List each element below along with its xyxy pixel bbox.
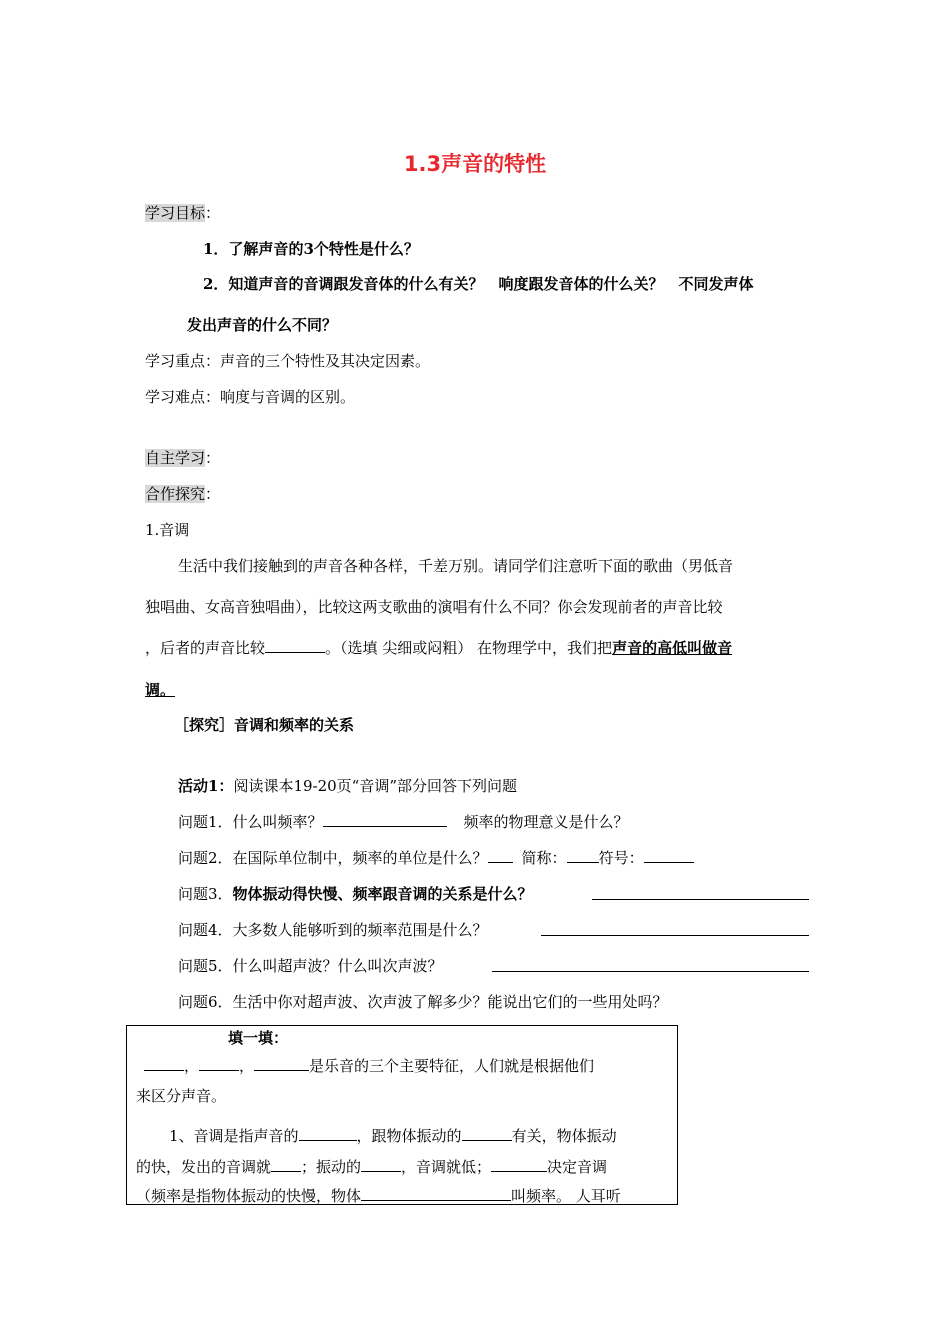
key-point: 学习重点：声音的三个特性及其决定因素。 bbox=[145, 352, 431, 370]
paragraph-line-3 bbox=[145, 638, 732, 658]
fill-in-line-3-part-a: 1、音调是指声音的 bbox=[169, 1127, 299, 1145]
fill-in-line-1 bbox=[144, 1056, 594, 1076]
self-study-colon: ： bbox=[205, 449, 221, 467]
separator: ， bbox=[239, 1057, 255, 1075]
page-title: 1.3声音的特性 bbox=[403, 152, 547, 176]
answer-blank[interactable] bbox=[271, 1157, 301, 1172]
question-3-label: 问题3． bbox=[178, 885, 233, 903]
question-6: 问题6．生活中你对超声波、次声波了解多少？能说出它们的一些用处吗？ bbox=[178, 993, 668, 1011]
answer-blank[interactable] bbox=[361, 1186, 511, 1201]
question-1-text: 问题1．什么叫频率？ bbox=[178, 813, 323, 831]
fill-in-line-5-part-b: 叫频率。 人耳听 bbox=[511, 1187, 621, 1205]
fill-in-box bbox=[126, 1025, 678, 1205]
answer-blank[interactable] bbox=[462, 1126, 512, 1141]
question-1-followup: 频率的物理意义是什么？ bbox=[463, 813, 629, 831]
activity-text: 阅读课本19-20页“音调”部分回答下列问题 bbox=[233, 777, 518, 795]
fill-in-line-3-part-b: ，跟物体振动的 bbox=[356, 1127, 462, 1145]
fill-in-line-3 bbox=[169, 1126, 617, 1146]
answer-blank[interactable] bbox=[144, 1056, 184, 1071]
self-study-heading bbox=[145, 448, 220, 468]
goals-colon: ： bbox=[205, 204, 221, 222]
answer-blank[interactable] bbox=[361, 1157, 401, 1172]
goal-item-1: 1．了解声音的3个特性是什么？ bbox=[203, 240, 419, 258]
self-study-label: 自主学习 bbox=[145, 449, 206, 467]
separator: ， bbox=[184, 1057, 200, 1075]
answer-blank[interactable] bbox=[323, 812, 447, 827]
activity-1 bbox=[178, 776, 517, 796]
answer-line[interactable] bbox=[541, 935, 809, 936]
goal-item-2: 2．知道声音的音调跟发音体的什么有关？ 响度跟发音体的什么关？ 不同发声体 bbox=[203, 275, 754, 293]
question-5: 问题5．什么叫超声波？什么叫次声波？ bbox=[178, 957, 443, 975]
cooperative-heading bbox=[145, 484, 220, 504]
question-2 bbox=[178, 848, 694, 868]
paragraph-line-3-part-a: ，后者的声音比较 bbox=[145, 639, 266, 657]
question-3-text: 物体振动得快慢、频率跟音调的关系是什么？ bbox=[232, 885, 533, 903]
paragraph-line-3-part-b: 。（选填 尖细或闷粗） 在物理学中，我们把 bbox=[325, 639, 613, 657]
goals-label: 学习目标 bbox=[145, 204, 206, 222]
fill-in-line-2: 来区分声音。 bbox=[136, 1087, 227, 1105]
question-2-abbrev: 简称： bbox=[521, 849, 567, 867]
goals-heading bbox=[145, 203, 220, 223]
pitch-definition: 声音的高低叫做音 bbox=[612, 639, 733, 657]
paragraph-line-1: 生活中我们接触到的声音各种各样，千差万别。请同学们注意听下面的歌曲（男低音 bbox=[178, 557, 734, 575]
activity-label: 活动1： bbox=[178, 777, 234, 795]
fill-in-line-5-part-a: （频率是指物体振动的快慢，物体 bbox=[136, 1187, 362, 1205]
section-heading-pitch: 1.音调 bbox=[145, 521, 190, 539]
answer-blank[interactable] bbox=[567, 848, 599, 863]
fill-in-line-4 bbox=[136, 1157, 607, 1177]
fill-in-line-1-text: 是乐音的三个主要特征，人们就是根据他们 bbox=[309, 1057, 595, 1075]
question-1 bbox=[178, 812, 629, 832]
explore-heading: ［探究］音调和频率的关系 bbox=[174, 716, 355, 734]
fill-in-line-4-part-b: ；振动的 bbox=[301, 1158, 362, 1176]
fill-in-line-4-part-a: 的快，发出的音调就 bbox=[136, 1158, 272, 1176]
paragraph-line-4: 调。 bbox=[145, 681, 176, 699]
answer-blank[interactable] bbox=[199, 1056, 239, 1071]
question-2-symbol: 符号： bbox=[598, 849, 644, 867]
question-3 bbox=[178, 884, 533, 904]
cooperative-colon: ： bbox=[205, 485, 221, 503]
answer-blank[interactable] bbox=[254, 1056, 309, 1071]
fill-in-line-3-part-c: 有关，物体振动 bbox=[511, 1127, 617, 1145]
answer-blank[interactable] bbox=[265, 638, 325, 653]
question-2-text: 问题2．在国际单位制中，频率的单位是什么？ bbox=[178, 849, 488, 867]
answer-blank[interactable] bbox=[488, 848, 513, 863]
question-4: 问题4．大多数人能够听到的频率范围是什么？ bbox=[178, 921, 488, 939]
paragraph-line-2: 独唱曲、女高音独唱曲），比较这两支歌曲的演唱有什么不同？你会发现前者的声音比较 bbox=[145, 598, 723, 616]
fill-in-line-5 bbox=[136, 1186, 621, 1205]
fill-in-title: 填一填： bbox=[228, 1029, 289, 1047]
answer-line[interactable] bbox=[592, 899, 809, 900]
goal-item-2-continued: 发出声音的什么不同？ bbox=[187, 316, 338, 334]
answer-line[interactable] bbox=[492, 971, 809, 972]
fill-in-line-4-part-d: 决定音调 bbox=[547, 1158, 608, 1176]
answer-blank[interactable] bbox=[299, 1126, 357, 1141]
answer-blank[interactable] bbox=[644, 848, 694, 863]
cooperative-label: 合作探究 bbox=[145, 485, 206, 503]
answer-blank[interactable] bbox=[491, 1157, 547, 1172]
difficulty-point: 学习难点：响度与音调的区别。 bbox=[145, 388, 356, 406]
fill-in-line-4-part-c: ，音调就低； bbox=[401, 1158, 492, 1176]
